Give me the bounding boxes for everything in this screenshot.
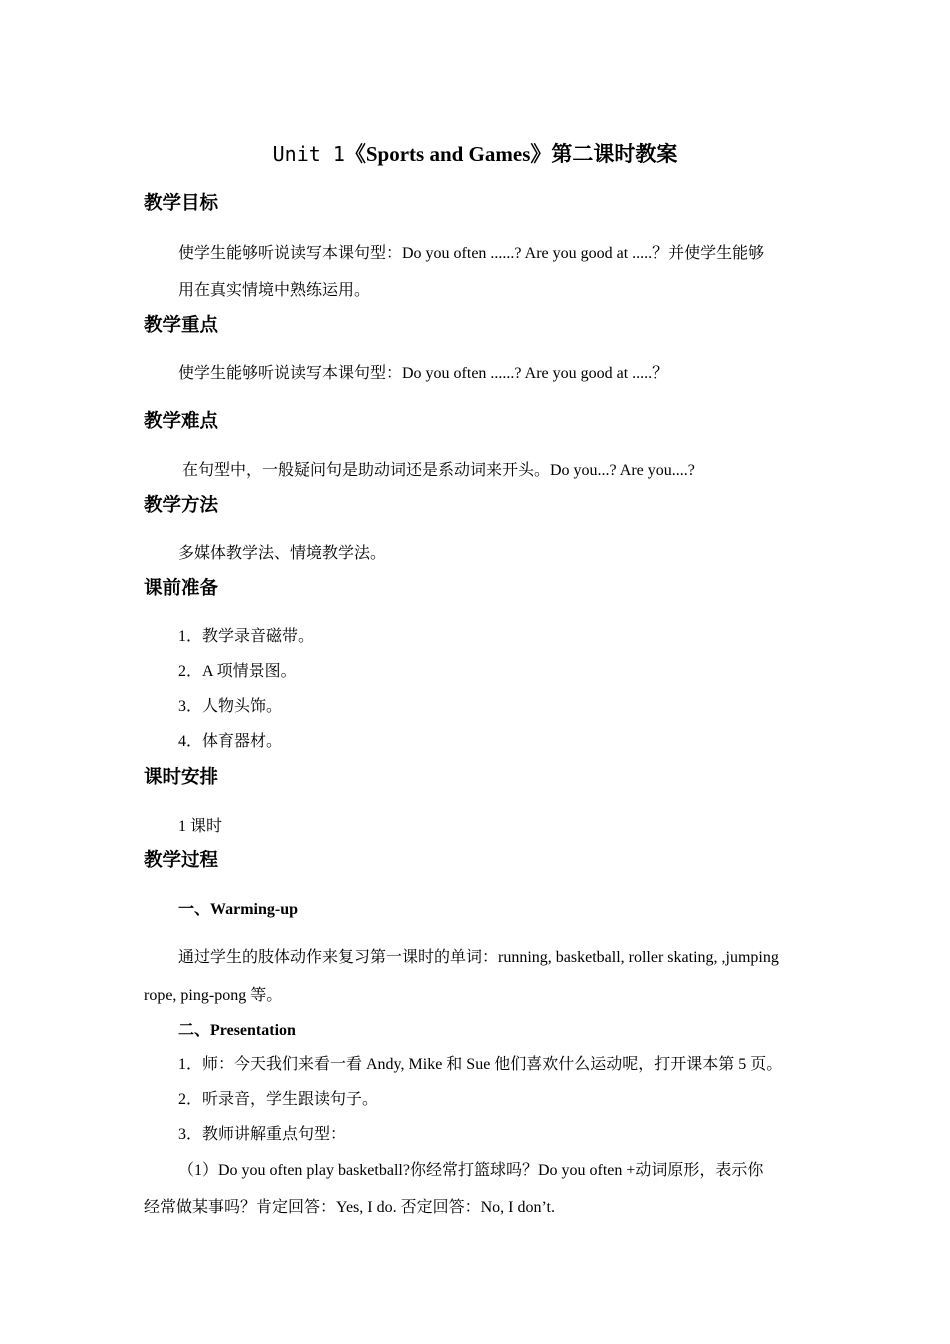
title-main: 《Sports and Games》第二课时教案 <box>344 142 678 166</box>
title-unit: Unit 1 <box>272 142 345 166</box>
preparation-heading: 课前准备 <box>144 578 219 599</box>
warmup-line-1: 通过学生的肢体动作来复习第一课时的单词：running, basketball, roller skating, ,jumping <box>178 949 779 966</box>
preparation-item-3: 3．人物头饰。 <box>178 698 283 715</box>
key-points-heading: 教学重点 <box>144 315 219 336</box>
preparation-item-4: 4．体育器材。 <box>178 733 283 750</box>
presentation-item-3: 3．教师讲解重点句型： <box>178 1126 347 1143</box>
presentation-item-1: 1．师：今天我们来看一看 Andy, Mike 和 Sue 他们喜欢什么运动呢，打开课本第 5 页。 <box>178 1056 783 1073</box>
methods-heading: 教学方法 <box>144 495 219 516</box>
preparation-item-1: 1．教学录音磁带。 <box>178 628 315 645</box>
objectives-heading: 教学目标 <box>144 193 219 214</box>
methods-line-1: 多媒体教学法、情境教学法。 <box>178 545 387 562</box>
schedule-heading: 课时安排 <box>144 767 219 788</box>
preparation-item-2: 2．A 项情景图。 <box>178 663 297 680</box>
presentation-explain-line-2: 经常做某事吗？肯定回答：Yes, I do. 否定回答：No, I don’t. <box>144 1199 555 1216</box>
presentation-explain-line-1: （1）Do you often play basketball?你经常打篮球吗？Do you often +动词原形，表示你 <box>178 1162 764 1179</box>
document-title <box>0 138 950 168</box>
objectives-line-1: 使学生能够听说读写本课句型：Do you often ......? Are you good at .....？并使学生能够 <box>178 245 765 262</box>
warmup-line-2: rope, ping-pong 等。 <box>144 987 283 1004</box>
presentation-label: 二、Presentation <box>178 1022 296 1039</box>
warmup-label: 一、Warming-up <box>178 901 299 918</box>
difficulties-heading: 教学难点 <box>144 411 219 432</box>
process-heading: 教学过程 <box>144 850 219 871</box>
difficulties-line-1: 在句型中，一般疑问句是助动词还是系动词来开头。Do you...? Are you....? <box>182 462 695 479</box>
presentation-item-2: 2．听录音，学生跟读句子。 <box>178 1091 379 1108</box>
key-points-line-1: 使学生能够听说读写本课句型：Do you often ......? Are you good at .....？ <box>178 365 669 382</box>
objectives-line-2: 用在真实情境中熟练运用。 <box>178 282 371 299</box>
schedule-line-1: 1 课时 <box>178 818 223 835</box>
